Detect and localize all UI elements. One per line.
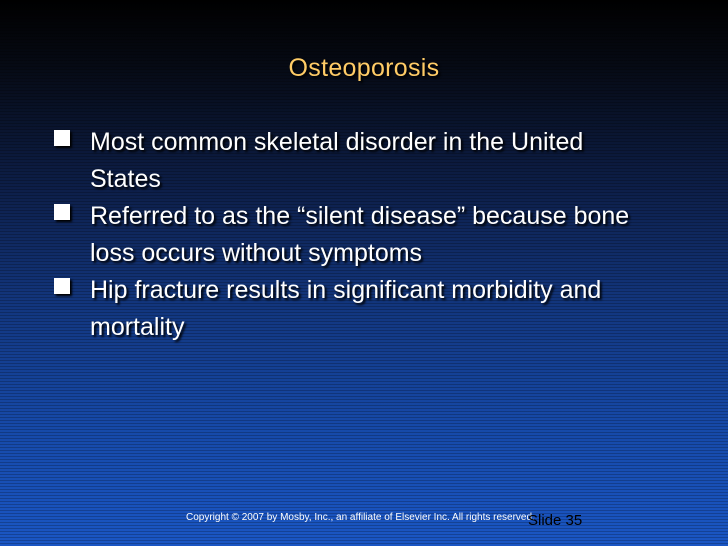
bullet-text: Hip fracture results in significant morbidity and mortality — [90, 276, 602, 341]
copyright-footer: Copyright © 2007 by Mosby, Inc., an affiliate of Elsevier Inc. All rights reserved. — [186, 512, 535, 523]
bullet-text: Referred to as the “silent disease” because bone loss occurs without symptoms — [90, 202, 630, 267]
square-bullet-icon — [54, 130, 70, 146]
bullet-text: Most common skeletal disorder in the United States — [90, 128, 584, 193]
square-bullet-icon — [54, 278, 70, 294]
square-bullet-icon — [54, 204, 70, 220]
slide-title: Osteoporosis — [288, 54, 440, 82]
bullet-list — [0, 124, 728, 346]
bullet-item — [0, 198, 728, 272]
bullet-item — [0, 124, 728, 198]
bullet-item — [0, 272, 728, 346]
slide-number: Slide 35 — [528, 512, 583, 529]
